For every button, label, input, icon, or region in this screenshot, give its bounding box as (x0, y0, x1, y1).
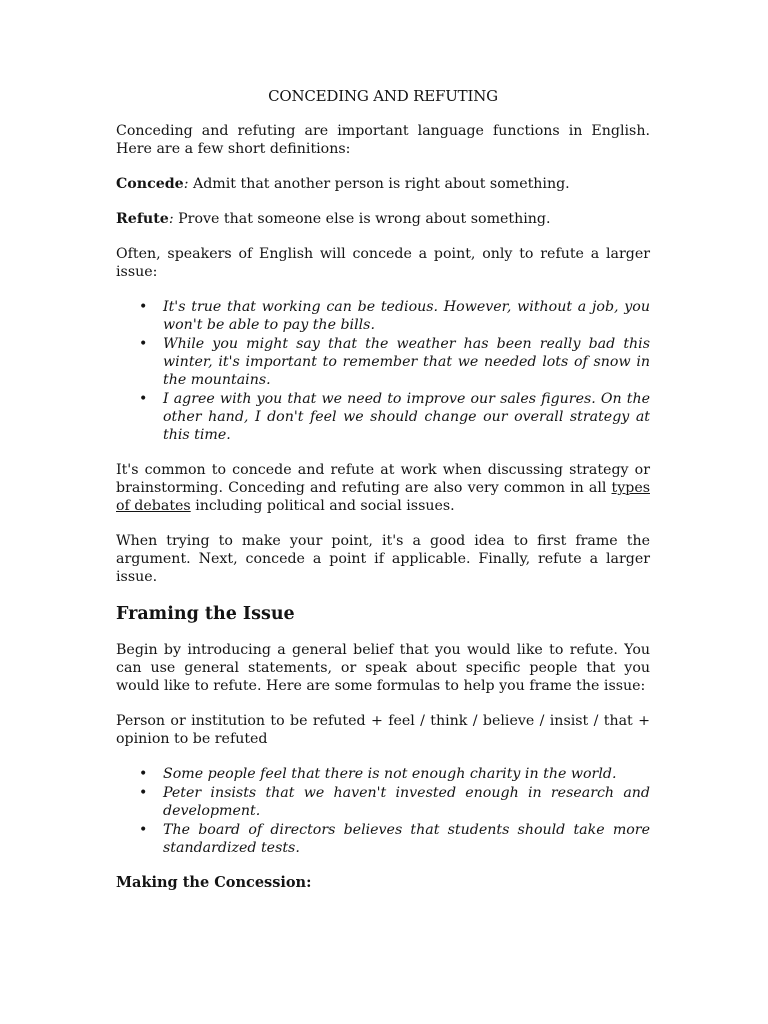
common-text-after: including political and social issues. (190, 498, 455, 514)
list-item-text: Peter insists that we haven't invested enough in research and development. (163, 785, 650, 819)
list-item (139, 821, 650, 857)
list-item-text: While you might say that the weather has been really bad this winter, it's important to remember that we needed lots of snow in the mountains. (163, 336, 650, 388)
list-item (139, 335, 650, 389)
bullet-icon: • (139, 766, 148, 782)
formula-paragraph: Person or institution to be refuted + feel / think / believe / insist / that + opinion to be refuted (116, 713, 650, 747)
document-page (116, 86, 650, 892)
common-paragraph (116, 461, 650, 515)
intro-paragraph: Conceding and refuting are important language functions in English. Here are a few short definitions: (116, 123, 650, 157)
refute-definition (116, 210, 650, 228)
page-title: CONCEDING AND REFUTING (268, 87, 498, 105)
types-of-debates-link[interactable]: types of debates (116, 480, 650, 514)
list-item-text: The board of directors believes that students should take more standardized tests. (163, 822, 650, 856)
bullet-icon: • (139, 822, 148, 838)
common-text-before: It's common to concede and refute at work when discussing strategy or brainstorming. Conceding and refuting are also very common in all (116, 462, 650, 496)
list-item-text: I agree with you that we need to improve our sales figures. On the other hand, I don't feel we should change our overall strategy at this time. (163, 391, 650, 443)
bullet-icon: • (139, 336, 148, 352)
list-item-text: It's true that working can be tedious. However, without a job, you won't be able to pay the bills. (163, 299, 650, 333)
often-paragraph: Often, speakers of English will concede a point, only to refute a larger issue: (116, 246, 650, 280)
concede-term: Concede (116, 176, 184, 192)
concede-definition (116, 175, 650, 193)
refute-term: Refute (116, 211, 169, 227)
list-item (139, 765, 650, 783)
refute-colon: : (168, 211, 174, 227)
trying-paragraph: When trying to make your point, it's a good idea to first frame the argument. Next, concede a point if applicable. Finally, refute a larger issue. (116, 533, 650, 585)
examples-list-2 (116, 765, 650, 857)
bullet-icon: • (139, 785, 148, 801)
concede-text: Admit that another person is right about something. (188, 176, 570, 192)
bullet-icon: • (139, 391, 148, 407)
list-item-text: Some people feel that there is not enough charity in the world. (163, 766, 617, 782)
examples-list-1 (116, 298, 650, 444)
framing-intro-paragraph: Begin by introducing a general belief that you would like to refute. You can use general statements, or speak about specific people that you would like to refute. Here are some formulas to help you frame the issue: (116, 642, 650, 694)
concession-heading: Making the Concession: (116, 874, 312, 891)
framing-heading: Framing the Issue (116, 604, 295, 624)
list-item (139, 390, 650, 444)
list-item (139, 784, 650, 820)
concede-colon: : (183, 176, 189, 192)
list-item (139, 298, 650, 334)
bullet-icon: • (139, 299, 148, 315)
refute-text: Prove that someone else is wrong about something. (173, 211, 551, 227)
